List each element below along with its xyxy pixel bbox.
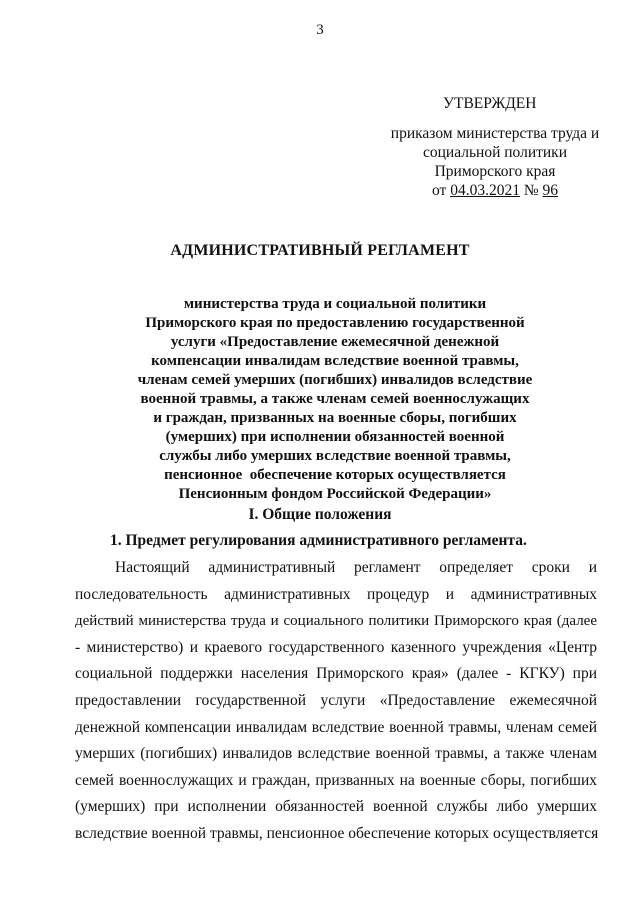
body-line: вследствие военной травмы, пенсионное обеспечение которых осуществляется (75, 824, 599, 842)
body-line: (умерших) при исполнении обязанностей военной службы либо умерших (75, 798, 597, 816)
page-number: 3 (316, 22, 324, 38)
approval-date-line (380, 181, 610, 200)
body-line: предоставлении государственной услуги «Предоставление ежемесячной (75, 691, 597, 709)
body-line: действий министерства труда и социального политики Приморского края (далее (75, 613, 597, 630)
approval-region-line: Приморского края (434, 163, 556, 180)
subtitle-line: Приморского края по предоставлению государственной (145, 315, 525, 331)
body-line: Настоящий административный регламент определяет сроки и (115, 559, 597, 576)
document-title: АДМИНИСТРАТИВНЫЙ РЕГЛАМЕНТ (170, 242, 470, 259)
approval-order-line: приказом министерства труда и (390, 125, 600, 142)
approval-date-prefix: от (432, 182, 447, 199)
approval-number: 96 (542, 182, 558, 199)
subtitle-line: (умерших) при исполнении обязанностей военной (165, 429, 505, 445)
subsection-heading: 1. Предмет регулирования административного регламента. (110, 532, 527, 549)
subtitle-line: Пенсионным фондом Российской Федерации» (178, 486, 492, 502)
subtitle-line: членам семей умерших (погибших) инвалидов вследствие (137, 372, 533, 388)
approval-number-sign: № (523, 182, 539, 199)
section-heading: I. Общие положения (248, 506, 392, 523)
body-line: - министерство) и краевого государственного казенного учреждения «Центр (75, 638, 597, 656)
body-line: денежной компенсации инвалидам вследствие военной травмы, членам семей (75, 718, 597, 736)
subtitle-line: военной травмы, а также членам семей военнослужащих (140, 391, 530, 407)
subtitle-line: компенсации инвалидам вследствие военной травмы, (151, 353, 519, 369)
approval-date: 04.03.2021 (450, 182, 520, 199)
body-line: последовательность административных процедур и административных (75, 585, 597, 603)
subtitle-line: службы либо умерших вследствие военной травмы, (159, 448, 511, 464)
document-subtitle (90, 295, 580, 504)
subtitle-line: министерства труда и социальной политики (183, 296, 487, 312)
body-paragraph (75, 555, 597, 848)
approval-ministry-line: социальной политики (422, 144, 568, 161)
subtitle-line: и граждан, призванных на военные сборы, погибших (153, 410, 517, 426)
approved-label: УТВЕРЖДЕН (443, 95, 537, 112)
subtitle-line: услуги «Предоставление ежемесячной денежной (170, 334, 500, 350)
body-line: умерших (погибших) инвалидов вследствие военной травмы, а также членам (75, 745, 597, 763)
body-line: социальной поддержки населения Приморского края» (далее - КГКУ) при (75, 665, 597, 683)
subtitle-line: пенсионное обеспечение которых осуществляется (164, 467, 506, 483)
body-line: семей военнослужащих и граждан, призванных на военные сборы, погибших (75, 771, 597, 789)
